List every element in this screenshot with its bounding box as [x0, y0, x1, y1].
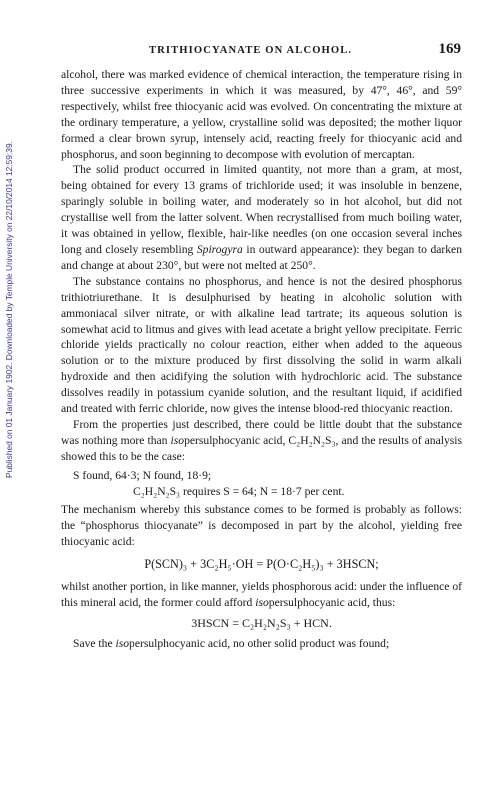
- running-title: TRITHIOCYANATE ON ALCOHOL.: [149, 45, 353, 56]
- chemical-formula: C₂H₂N₂S₃: [288, 433, 336, 447]
- paragraph-text: persulphocyanic acid,: [184, 433, 289, 447]
- paragraph-properties: The substance contains no phosphorus, and hence is not the desired phosphorus trithiotriurethane. It is desulphurised by heating in alcoholic solution with ammoniacal silver nitrate, or with alkaline lead tartrate; its aqueous solution is somewhat acid to litmus and gives with lead acetate a bright yellow precipitate. Ferric chloride yields practically no colour reaction, either when added to the aqueous solution or to the mixture produced by first dissolving the solid in warm alkali hydroxide and then acidifying the solution with hydrochloric acid. The substance dissolves readily in potassium cyanide solution, and the resultant liquid, if acidified and treated with ferric chloride, now gives the intense blood-red thiocyanic reaction.: [61, 274, 462, 416]
- paragraph-text: in outward appearance): they began to darken and change at about 230°, but were not melted at 250°.: [61, 242, 462, 272]
- equation-persulphocyanic: 3HSCN = C₂H₂N₂S₃ + HCN.: [191, 615, 332, 630]
- paragraph-solid-product: [61, 162, 462, 273]
- download-watermark: Published on 01 January 1902. Downloaded by Temple University on 22/10/2014 12:59:39.: [4, 141, 14, 479]
- equation-alcoholysis: P(SCN)₃ + 3C₂H₅·OH = P(O·C₂H₅)₃ + 3HSCN;: [144, 557, 379, 572]
- paragraph-mineral-acid: [61, 579, 462, 611]
- paragraph-continued: alcohol, there was marked evidence of chemical interaction, the temperature rising in three successive experiments in which it was measured, by 47°, 46°, and 59° respectively, whilst free thiocyanic acid was evolved. On concentrating the mixture at the ordinary temperature, a yellow, crystalline solid was deposited; the mother liquor formed a clear brown syrup, intensely acid, reacting freely for thiocyanic acid and phosphorus, and soon beginning to decompose with evolution of mercaptan.: [61, 68, 462, 161]
- paragraph-text: The solid product occurred in limited quantity, not more than a gram, at most, being obtained for every 13 grams of trichloride used; it was insoluble in benzene, sparingly soluble in boiling water, and moderately so in hot alcohol, but did not crystallise well from the latter solvent. When recrystallised from much boiling water, it was obtained in yellow, flexible, hair-like needles (on one occasion several inches long and closely resembling: [61, 163, 462, 256]
- analysis-requires: C₂H₂N₂S₃ requires S = 64; N = 18·7 per cent.: [133, 484, 345, 498]
- iso-prefix: iso: [115, 636, 130, 650]
- paragraph-text: From the properties just described, there could be little doubt that the substance was nothing more than: [61, 417, 462, 447]
- iso-prefix: iso: [255, 596, 269, 609]
- paragraph-text: persulphocyanic acid, no other solid product was found;: [129, 636, 390, 650]
- paragraph-final: [61, 636, 462, 652]
- paragraph-text: , and the results of analysis showed this to be the case:: [61, 433, 462, 463]
- paragraph-text: persulphocyanic acid, thus:: [268, 596, 396, 609]
- page-number: 169: [438, 41, 461, 57]
- article-body: [61, 67, 462, 652]
- analysis-found: S found, 64·3; N found, 18·9;: [73, 468, 212, 482]
- paragraph-text: whilst another portion, in like manner, yields phosphorous acid: under the influence of this mineral acid, the former could afford: [61, 580, 462, 609]
- page-header: [61, 41, 461, 61]
- species-name: Spirogyra: [196, 242, 243, 256]
- iso-prefix: iso: [170, 433, 185, 447]
- paragraph-identification: [61, 417, 462, 465]
- paragraph-text: Save the: [73, 636, 116, 650]
- paragraph-mechanism: The mechanism whereby this substance comes to be formed is probably as follows: the “phosphorus thiocyanate” is decomposed in part by the alcohol, yielding free thiocyanic acid:: [61, 503, 462, 549]
